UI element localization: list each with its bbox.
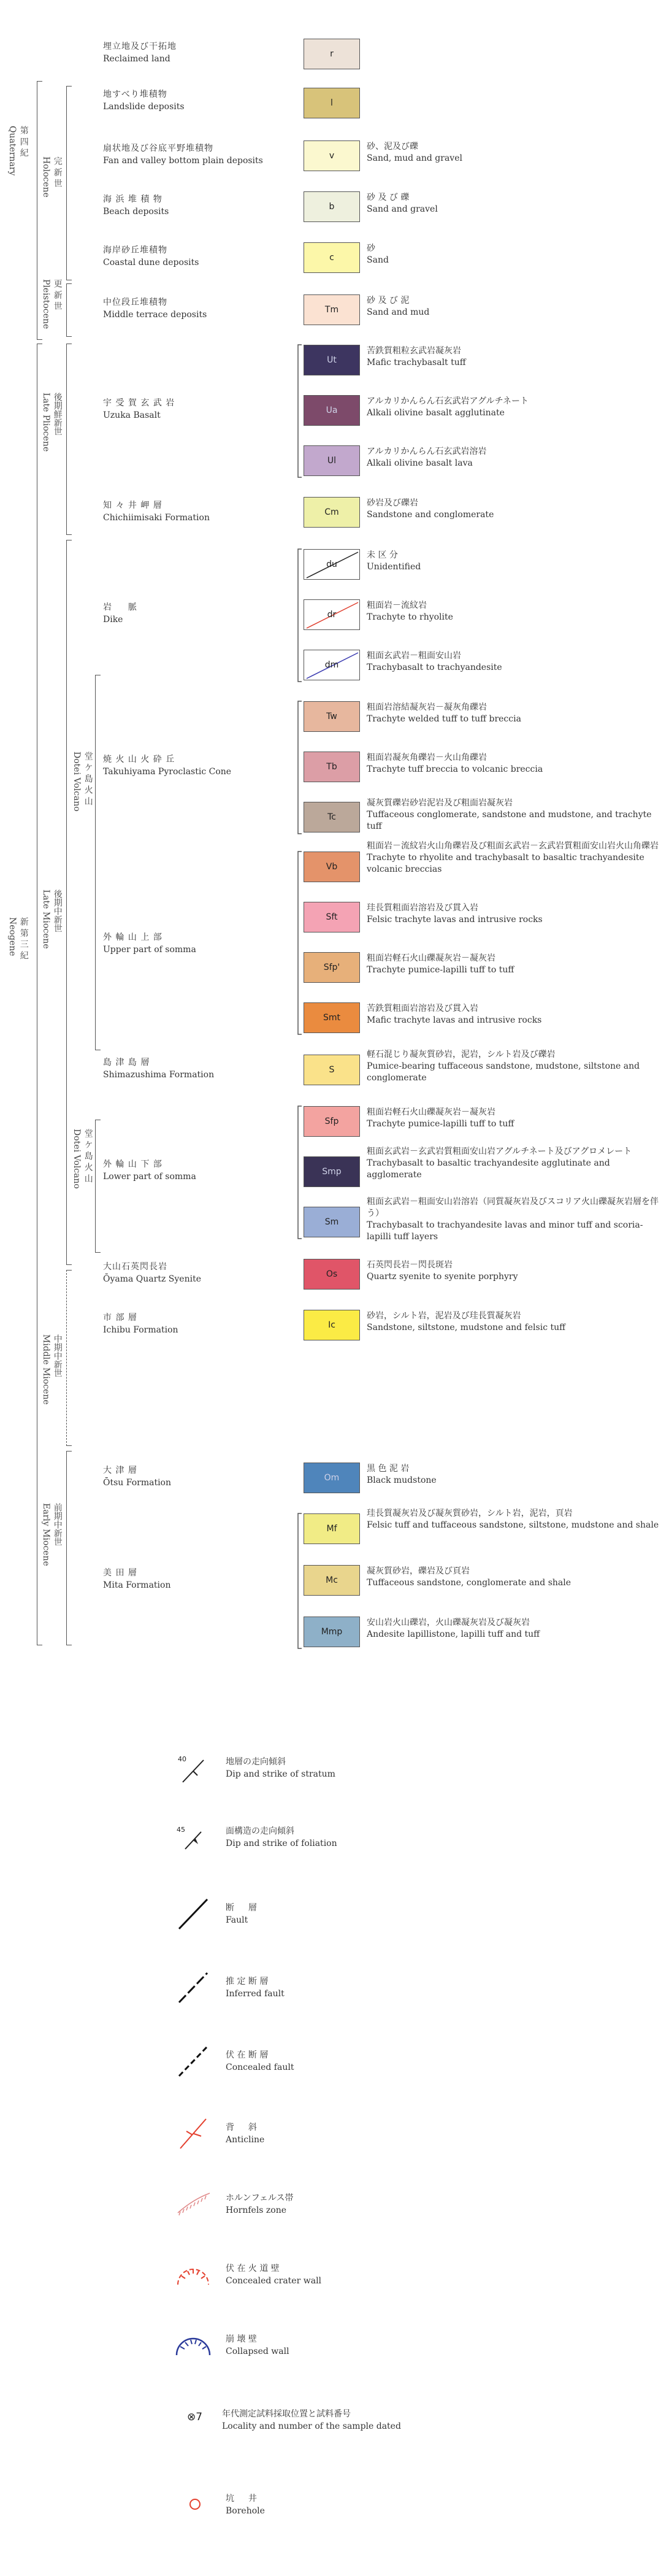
unit-box-ic: Ic [304,1310,360,1340]
unit-desc-ut: 苦鉄質粗粒玄武岩凝灰岩 Mafic trachybasalt tuff [367,346,466,367]
unit-desc-s: 軽石混じり凝灰質砂岩，泥岩，シルト岩及び礫岩 Pumice-bearing tuffaceous sandstone, mudstone, siltstone and conglomerate [367,1050,640,1083]
unit-box-sm: Sm [304,1207,360,1237]
unit-desc-mmp: 安山岩火山礫岩，火山礫凝灰岩及び凝灰岩 Andesite lapillistone, lapilli tuff and tuff [367,1618,540,1639]
epoch-pleistocene-en: Pleistocene [40,279,51,329]
unit-desc-tc: 凝灰質礫岩砂岩泥岩及び粗面岩凝灰岩 Tuffaceous conglomerate, sandstone and mudstone, and trachyte tuff [367,798,652,831]
dotei-lower-jp: 堂 ケ 島 火 山 [83,1129,93,1183]
takuhiyama-group-brace [294,700,303,835]
unit-desc-v: 砂、泥及び礫 Sand, mud and gravel [367,142,462,163]
early-miocene-bracket [66,1451,72,1645]
legend-stratum: 地層の走向傾斜 Dip and strike of stratum [226,1757,335,1779]
fault-icon [172,1896,215,1932]
unit-desc-sm: 粗面玄武岩－粗面安山岩溶岩（同質凝灰岩及びスコリア火山礫凝灰岩層を伴う） Trachybasalt to trachyandesite lavas and minor tuff and scoria-lapilli tuff layers [367,1197,659,1242]
holocene-bracket [66,86,72,280]
unit-code-dr: dr [327,610,337,620]
unit-box-sfp-prime: Sfp' [304,952,360,983]
period-quaternary-en: Quaternary [7,126,17,176]
period-neogene-jp: 新 第 三 紀 [18,917,29,960]
dotei-lower-bracket [95,1120,101,1253]
stratum-dip-value: 40 [178,1755,186,1763]
epoch-holocene-label [40,156,63,198]
foliation-dip-value: 45 [177,1826,185,1834]
unit-name-r: 埋立地及び干拓地 Reclaimed land [103,42,177,64]
epoch-late-pliocene-en: Late Pliocene [40,393,51,452]
unit-box-sfp: Sfp [304,1106,360,1137]
legend-foliation: 面構造の走向傾斜 Dip and strike of foliation [226,1826,337,1848]
unit-name-uzuka: 宇 受 賀 玄 武 岩 Uzuka Basalt [103,398,175,420]
period-neogene-en: Neogene [7,917,17,956]
epoch-middle-miocene-en: Middle Miocene [40,1334,51,1405]
neogene-bracket [37,344,42,1645]
unit-box-s: S [304,1055,360,1085]
unit-desc-ic: 砂岩，シルト岩，泥岩及び珪長質凝灰岩 Sandstone, siltstone, mudstone and felsic tuff [367,1311,566,1332]
dotei-upper-jp: 堂 ケ 島 火 山 [83,752,93,805]
unit-desc-sfp: 粗面岩軽石火山礫凝灰岩－凝灰岩 Trachyte pumice-lapilli tuff to tuff [367,1107,514,1129]
uzuka-group-brace [294,344,303,479]
strike-dip-foliation-icon [172,1821,215,1858]
unit-box-r: r [304,39,360,69]
late-pliocene-bracket [66,344,72,535]
unit-name-lower-somma: 外 輪 山 下 部 Lower part of somma [103,1159,196,1182]
epoch-early-miocene-en: Early Miocene [40,1503,51,1566]
lower-somma-group-brace [294,1105,303,1240]
unit-box-ul: Ul [304,445,360,476]
unit-desc-smt: 苦鉄質粗面岩溶岩及び貫入岩 Mafic trachyte lavas and intrusive rocks [367,1004,542,1025]
unit-box-l: l [304,88,360,118]
unit-box-vb: Vb [304,852,360,882]
unit-desc-sft: 珪長質粗面岩溶岩及び貫入岩 Felsic trachyte lavas and intrusive rocks [367,903,543,925]
epoch-late-pliocene-label [40,393,63,452]
upper-somma-group-brace [294,850,303,1036]
unit-name-c: 海岸砂丘堆積物 Coastal dune deposits [103,245,199,267]
unit-name-b: 海 浜 堆 積 物 Beach deposits [103,194,169,217]
unit-desc-c: 砂 Sand [367,244,389,265]
unit-desc-ul: アルカリかんらん石玄武岩溶岩 Alkali olivine basalt lava [367,447,487,468]
unit-name-ic: 市 部 層 Ichibu Formation [103,1313,178,1335]
dotei-upper-bracket [95,675,101,1050]
pleistocene-bracket [66,283,72,337]
unit-desc-tw: 粗面岩溶結凝灰岩－凝灰角礫岩 Trachyte welded tuff to tuff breccia [367,702,521,724]
legend-borehole: 坑 井 Borehole [226,2494,265,2516]
dotei-upper-en: Dotei Volcano [71,752,82,812]
unit-desc-cm: 砂岩及び礫岩 Sandstone and conglomerate [367,498,494,520]
unit-desc-du: 未 区 分 Unidentified [367,550,421,572]
unit-box-tm: Tm [304,294,360,325]
unit-desc-dm: 粗面玄武岩－粗面安山岩 Trachybasalt to trachyandesite [367,651,502,672]
unit-desc-sfp-prime: 粗面岩軽石火山礫凝灰岩－凝灰岩 Trachyte pumice-lapilli tuff to tuff [367,953,514,975]
unit-desc-tb: 粗面岩凝灰角礫岩－火山角礫岩 Trachyte tuff breccia to volcanic breccia [367,753,543,774]
unit-desc-smp: 粗面玄武岩－玄武岩質粗面安山岩アグルチネート及びアグロメレート Trachybasalt to basaltic trachyandesite agglutinate and agglomerate [367,1147,632,1180]
unit-box-ua: Ua [304,395,360,426]
unit-desc-vb: 粗面岩－流紋岩火山角礫岩及び粗面玄武岩－玄武岩質粗面安山岩火山角礫岩 Trachyte to rhyolite and trachybasalt to basaltic trachyandesite volcanic breccias [367,841,659,874]
unit-box-os: Os [304,1259,360,1290]
legend-crater-wall: 伏 在 火 道 壁 Concealed crater wall [226,2264,322,2286]
borehole-icon [188,2497,202,2512]
dike-group-brace [294,548,303,683]
unit-box-cm: Cm [304,497,360,528]
epoch-middle-miocene-jp: 中期中新世 [52,1334,63,1377]
unit-desc-mc: 凝灰質砂岩，礫岩及び頁岩 Tuffaceous sandstone, conglomerate and shale [367,1566,572,1588]
concealed-crater-wall-icon [172,2256,215,2293]
epoch-pleistocene-label [40,279,63,329]
unit-desc-ua: アルカリかんらん石玄武岩アグルチネート Alkali olivine basalt agglutinate [367,396,529,418]
unit-box-mc: Mc [304,1565,360,1596]
unit-desc-dr: 粗面岩－流紋岩 Trachyte to rhyolite [367,601,453,622]
unit-desc-b: 砂 及 び 礫 Sand and gravel [367,193,438,214]
epoch-middle-miocene-label [40,1334,63,1405]
legend-fault: 断 層 Fault [226,1903,257,1925]
legend-collapsed-wall: 崩 壊 壁 Collapsed wall [226,2334,289,2356]
unit-box-ut: Ut [304,345,360,375]
unit-box-dr [304,599,360,630]
strike-dip-stratum-icon [172,1751,215,1788]
unit-code-du: du [326,559,337,569]
collapsed-wall-icon [172,2327,215,2364]
unit-name-takuhiyama: 焼 火 山 火 砕 丘 Takuhiyama Pyroclastic Cone [103,755,232,777]
unit-name-shimazushima: 島 津 島 層 Shimazushima Formation [103,1058,215,1080]
unit-name-os: 大山石英閃長岩 Ōyama Quartz Syenite [103,1262,201,1284]
legend-sample-locality: 年代測定試料採取位置と試料番号 Locality and number of the sample dated [222,2409,401,2431]
legend-inferred-fault: 推 定 断 層 Inferred fault [226,1977,285,1999]
epoch-early-miocene-label [40,1503,63,1566]
legend-anticline: 背 斜 Anticline [226,2123,265,2145]
period-quaternary-jp: 第 四 紀 [18,126,29,157]
inferred-fault-icon [172,1969,215,2006]
unit-box-tw: Tw [304,701,360,732]
anticline-icon [172,2115,215,2152]
epoch-late-miocene-jp: 後期中新世 [52,890,63,932]
unit-desc-om: 黒 色 泥 岩 Black mudstone [367,1464,437,1485]
unit-desc-os: 石英閃長岩－閃長斑岩 Quartz syenite to syenite porphyry [367,1260,518,1282]
unit-box-du [304,549,360,580]
epoch-late-pliocene-jp: 後期鮮新世 [52,393,63,436]
unit-name-cm: 知 々 井 岬 層 Chichiimisaki Formation [103,501,210,523]
unit-name-mita: 美 田 層 Mita Formation [103,1568,171,1590]
unit-name-upper-somma: 外 輪 山 上 部 Upper part of somma [103,932,196,955]
unit-box-mmp: Mmp [304,1617,360,1647]
period-quaternary-label [6,126,29,175]
epoch-late-miocene-label [40,890,63,949]
unit-box-smt: Smt [304,1002,360,1033]
unit-name-om: 大 津 層 Ōtsu Formation [103,1466,171,1488]
period-neogene-label [6,917,29,959]
unit-box-v: v [304,140,360,171]
epoch-early-miocene-jp: 前期中新世 [52,1503,63,1546]
mita-group-brace [294,1512,303,1650]
dotei-upper-label [71,752,94,812]
epoch-holocene-en: Holocene [40,156,51,198]
unit-desc-tm: 砂 及 び 泥 Sand and mud [367,296,430,317]
dotei-lower-en: Dotei Volcano [71,1129,82,1189]
epoch-late-miocene-en: Late Miocene [40,890,51,949]
legend-hornfels: ホルンフェルス帯 Hornfels zone [226,2193,294,2215]
unit-desc-mf: 珪長質凝灰岩及び凝灰質砂岩，シルト岩，泥岩，頁岩 Felsic tuff and tuffaceous sandstone, siltstone, mudstone and shale [367,1509,659,1530]
concealed-fault-icon [172,2043,215,2080]
sample-locality-icon: ⊗7 [187,2411,203,2423]
unit-name-v: 扇状地及び谷底平野堆積物 Fan and valley bottom plain deposits [103,144,263,166]
unit-box-smp: Smp [304,1156,360,1187]
unit-code-dm: dm [324,660,339,670]
unit-box-sft: Sft [304,902,360,932]
unit-box-tc: Tc [304,802,360,832]
legend-concealed-fault: 伏 在 断 層 Concealed fault [226,2050,294,2072]
unit-box-om: Om [304,1463,360,1493]
dotei-lower-label [71,1129,94,1189]
unit-name-dike: 岩 脈 Dike [103,602,137,625]
hornfels-zone-icon [172,2186,215,2223]
epoch-holocene-jp: 完 新 世 [52,156,63,188]
unit-box-tb: Tb [304,752,360,782]
middle-miocene-bracket [66,1270,72,1446]
unit-name-tm: 中位段丘堆積物 Middle terrace deposits [103,298,207,320]
unit-name-l: 地すべり堆積物 Landslide deposits [103,90,185,112]
unit-box-mf: Mf [304,1513,360,1544]
unit-box-b: b [304,191,360,222]
unit-box-c: c [304,242,360,273]
epoch-pleistocene-jp: 更 新 世 [52,279,63,310]
unit-box-dm [304,650,360,680]
